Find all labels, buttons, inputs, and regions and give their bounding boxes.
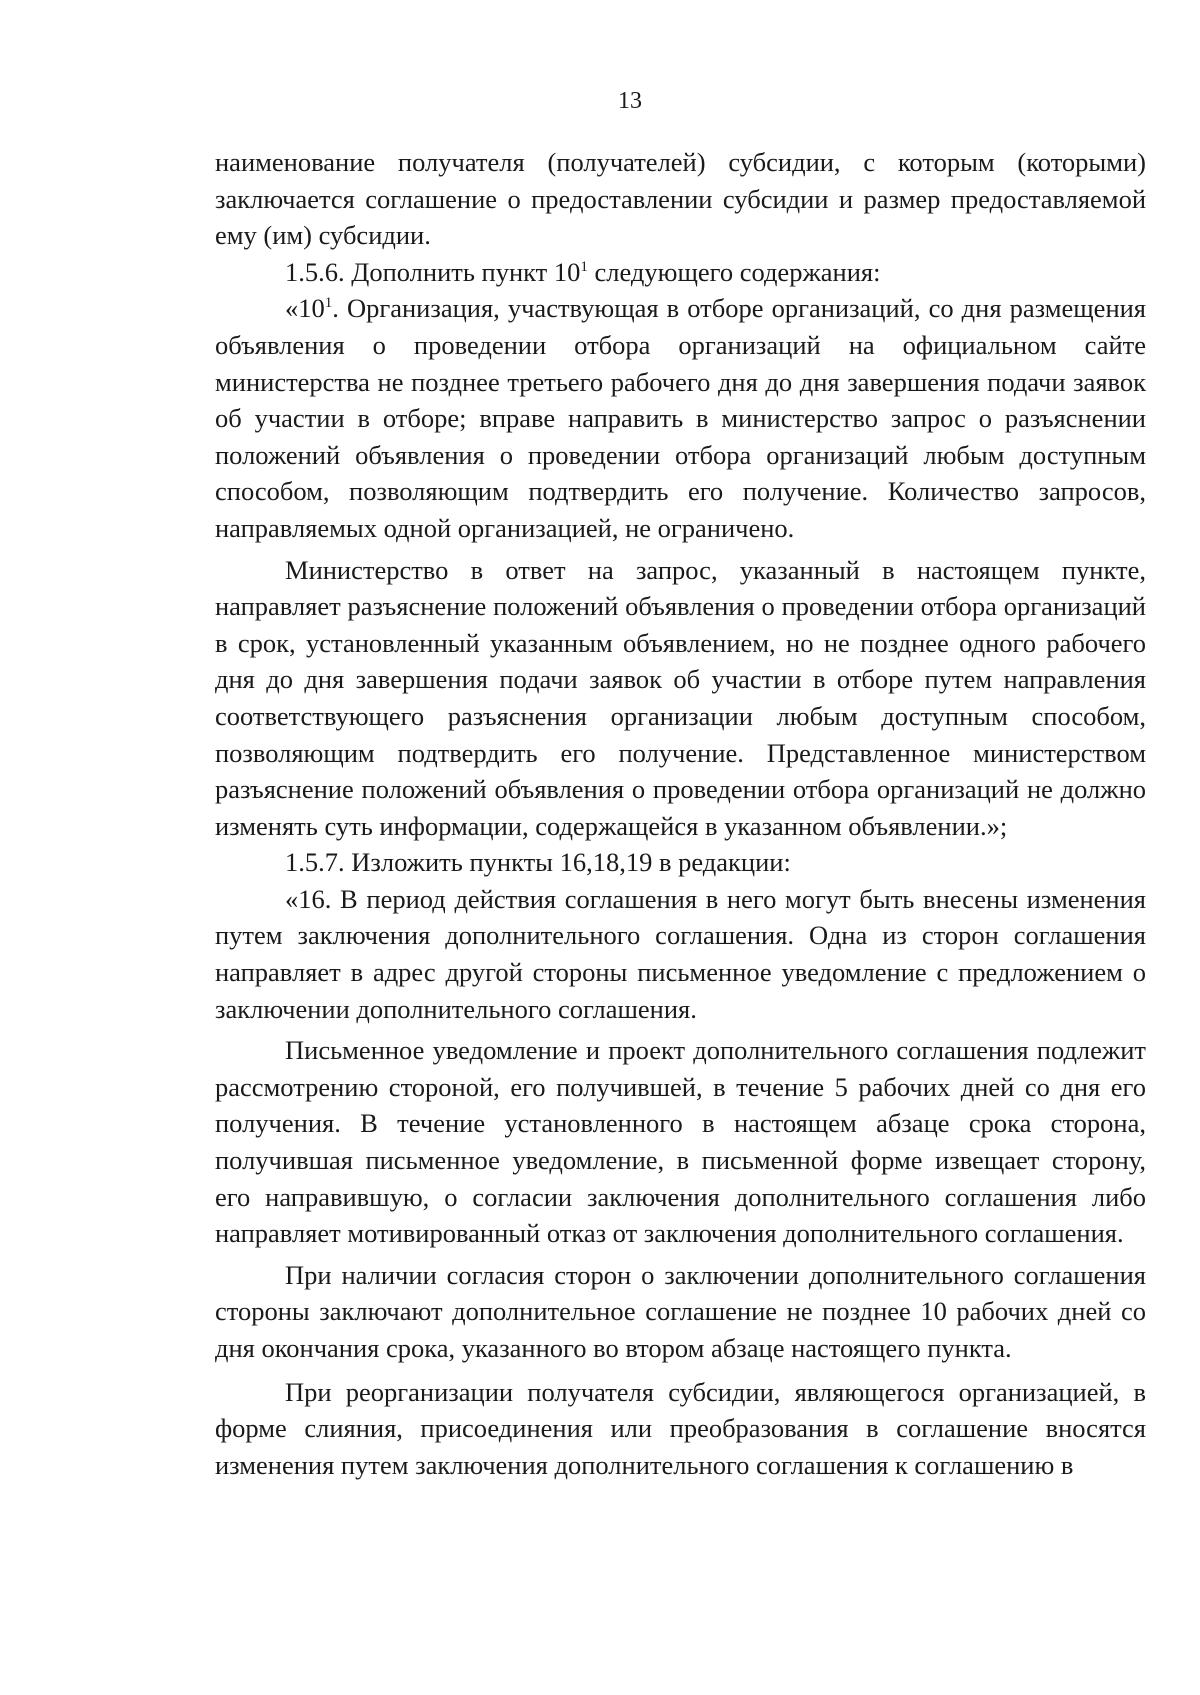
paragraph-recipient-name: наименование получателя (получателей) субсидии, с которым (которыми) заключается соглашение о предоставлении субсидии и размер предоставляемой ему (им) субсидии. <box>215 147 1146 251</box>
document-body <box>215 144 1146 1483</box>
paragraph-1-5-6 <box>215 254 1146 291</box>
paragraph-consent: При наличии согласия сторон о заключении дополнительного соглашения стороны заключают дополнительное соглашение не позднее 10 рабочих дней со дня окончания срока, указанного во втором абзаце настоящего пункта. <box>215 1259 1146 1363</box>
paragraph-1-5-6-text: 1.5.6. Дополнить пункт 10 <box>285 256 581 287</box>
paragraph-10-1-start: «10 <box>285 293 325 324</box>
superscript: 1 <box>324 295 333 312</box>
paragraph-10-1 <box>215 290 1146 546</box>
page-number: 13 <box>618 88 642 114</box>
paragraph-1-5-7: 1.5.7. Изложить пункты 16,18,19 в редакции: <box>285 847 791 878</box>
paragraph-reorganization: При реорганизации получателя субсидии, являющегося организацией, в форме слияния, присоединения или преобразования в соглашение вносятся изменения путем заключения дополнительного соглашения к соглашению в <box>215 1376 1146 1480</box>
superscript: 1 <box>580 258 588 275</box>
paragraph-10-1-text: . Организация, участвующая в отборе организаций, со дня размещения объявления о проведении отбора организаций на официальном сайте министерства не позднее третьего рабочего дня до дня завершения подачи заявок об участии в отборе; вправе направить в министерство запрос о разъяснении положений объявления о проведении отбора организаций любым доступным способом, позволяющим подтвердить его получение. Количество запросов, направляемых одной организацией, не ограничено. <box>215 293 1146 543</box>
paragraph-1-5-6-text-end: следующего содержания: <box>587 256 881 287</box>
paragraph-16: «16. В период действия соглашения в него могут быть внесены изменения путем заключения дополнительного соглашения. Одна из сторон соглашения направляет в адрес другой стороны письменное уведомление с предложением о заключении дополнительного соглашения. <box>215 883 1146 1024</box>
paragraph-written-notice: Письменное уведомление и проект дополнительного соглашения подлежит рассмотрению стороной, его получившей, в течение 5 рабочих дней со дня его получения. В течение установленного в настоящем абзаце срока сторона, получившая письменное уведомление, в письменной форме извещает сторону, его направившую, о согласии заключения дополнительного соглашения либо направляет мотивированный отказ от заключения дополнительного соглашения. <box>215 1035 1146 1249</box>
paragraph-ministry-response: Министерство в ответ на запрос, указанный в настоящем пункте, направляет разъяснение положений объявления о проведении отбора организаций в срок, установленный указанным объявлением, но не позднее одного рабочего дня до дня завершения подачи заявок об участии в отборе путем направления соответствующего разъяснения организации любым доступным способом, позволяющим подтвердить его получение. Представленное министерством разъяснение положений объявления о проведении отбора организаций не должно изменять суть информации, содержащейся в указанном объявлении.»; <box>215 554 1146 841</box>
